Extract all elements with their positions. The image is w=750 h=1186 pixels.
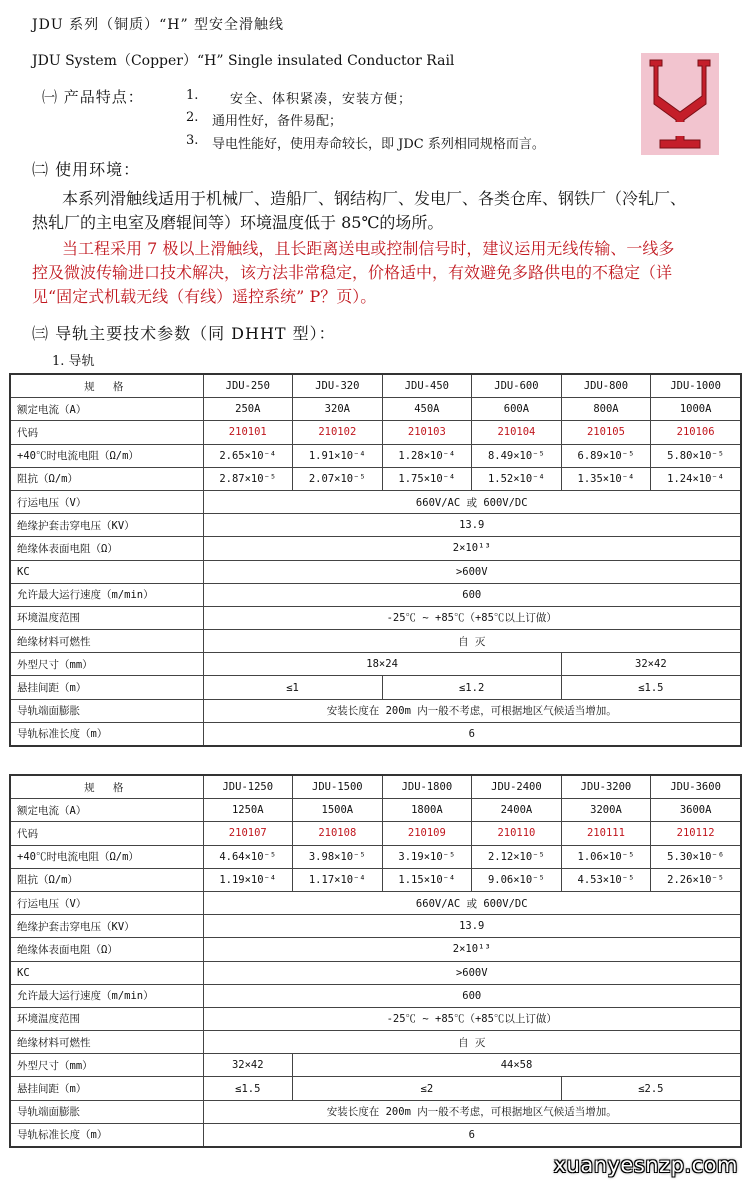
- table-row: [10, 490, 741, 513]
- note-line-1: 当工程采用 7 极以上滑触线，且长距离送电或控制信号时，建议运用无线传输、一线多: [62, 239, 675, 258]
- row-label: 额定电流（A）: [10, 398, 203, 421]
- table-row: [10, 374, 741, 398]
- table-row: [10, 444, 741, 467]
- value-cell: 4.53×10⁻⁵: [561, 868, 651, 891]
- value-cell: 5.80×10⁻⁵: [651, 444, 741, 467]
- row-label: 阻抗（Ω/m）: [10, 868, 203, 891]
- table-row: [10, 984, 741, 1007]
- row-label: 悬挂间距（m）: [10, 676, 203, 699]
- section2-heading: ㈡ 使用环境：: [32, 160, 141, 179]
- row-label: 外型尺寸（mm）: [10, 1054, 203, 1077]
- table-row: [10, 1123, 741, 1147]
- table-row: [10, 1077, 741, 1100]
- model-cell: JDU-450: [382, 374, 472, 398]
- value-cell: ≤1.2: [382, 676, 561, 699]
- row-label: 绝缘护套击穿电压（KV）: [10, 915, 203, 938]
- code-cell: 210104: [472, 421, 562, 444]
- value-cell: 2400A: [472, 799, 562, 822]
- row-label: 代码: [10, 822, 203, 845]
- row-label: 绝缘材料可燃性: [10, 630, 203, 653]
- note-line-2: 控及微波传输进口技术解决，该方法非常稳定，价格适中，有效避免多路供电的不稳定（详: [32, 263, 673, 282]
- table-row: [10, 398, 741, 421]
- value-cell: 600A: [472, 398, 562, 421]
- value-cell: 1.28×10⁻⁴: [382, 444, 472, 467]
- code-cell: 210112: [651, 822, 741, 845]
- table-row: [10, 1100, 741, 1123]
- value-cell: 450A: [382, 398, 472, 421]
- model-cell: JDU-1500: [293, 775, 383, 799]
- table-row: [10, 630, 741, 653]
- value-cell: 320A: [293, 398, 383, 421]
- code-cell: 210107: [203, 822, 293, 845]
- env-para-line-2: 热轧厂的主电室及磨辊间等）环境温度低于 85℃的场所。: [32, 213, 444, 232]
- model-cell: JDU-3200: [561, 775, 651, 799]
- code-cell: 210103: [382, 421, 472, 444]
- table-row: [10, 822, 741, 845]
- table-row: [10, 583, 741, 606]
- value-cell: 13.9: [203, 915, 741, 938]
- table-row: [10, 560, 741, 583]
- table-row: [10, 891, 741, 914]
- model-cell: JDU-1800: [382, 775, 472, 799]
- value-cell: 1000A: [651, 398, 741, 421]
- value-cell: 安装长度在 200m 内一般不考虑，可根据地区气候适当增加。: [203, 699, 741, 722]
- table-row: [10, 775, 741, 799]
- value-cell: 3600A: [651, 799, 741, 822]
- value-cell: 3.19×10⁻⁵: [382, 845, 472, 868]
- value-cell: 44×58: [293, 1054, 741, 1077]
- value-cell: 1.75×10⁻⁴: [382, 467, 472, 490]
- code-cell: 210105: [561, 421, 651, 444]
- value-cell: 1800A: [382, 799, 472, 822]
- spec-table-1: [9, 373, 742, 747]
- value-cell: 1500A: [293, 799, 383, 822]
- feature-num-1: 1.: [186, 88, 199, 103]
- row-label: 绝缘体表面电阻（Ω）: [10, 537, 203, 560]
- value-cell: 8.49×10⁻⁵: [472, 444, 562, 467]
- value-cell: 13.9: [203, 514, 741, 537]
- note-line-3: 见“固定式机载无线（有线）遥控系统” P？页）。: [32, 287, 377, 306]
- value-cell: 2.07×10⁻⁵: [293, 467, 383, 490]
- value-cell: 1.15×10⁻⁴: [382, 868, 472, 891]
- row-label: 额定电流（A）: [10, 799, 203, 822]
- row-label: 绝缘体表面电阻（Ω）: [10, 938, 203, 961]
- row-label: 绝缘护套击穿电压（KV）: [10, 514, 203, 537]
- model-cell: JDU-1000: [651, 374, 741, 398]
- table-row: [10, 514, 741, 537]
- model-cell: JDU-250: [203, 374, 293, 398]
- model-cell: JDU-600: [472, 374, 562, 398]
- value-cell: 4.64×10⁻⁵: [203, 845, 293, 868]
- section3-heading: ㈢ 导轨主要技术参数（同 DHHT 型）：: [32, 324, 336, 343]
- row-label: 导轨端面膨胀: [10, 699, 203, 722]
- value-cell: 600: [203, 984, 741, 1007]
- env-para-line-1: 本系列滑触线适用于机械厂、造船厂、钢结构厂、发电厂、各类仓库、钢铁厂（冷轧厂、: [62, 189, 687, 208]
- section1-heading: ㈠ 产品特点：: [42, 88, 144, 106]
- value-cell: 安装长度在 200m 内一般不考虑，可根据地区气候适当增加。: [203, 1100, 741, 1123]
- code-cell: 210110: [472, 822, 562, 845]
- value-cell: ≤1.5: [561, 676, 741, 699]
- table-row: [10, 1007, 741, 1030]
- row-label: 允许最大运行速度（m/min）: [10, 583, 203, 606]
- row-label: 导轨标准长度（m）: [10, 722, 203, 746]
- value-cell: 2×10¹³: [203, 537, 741, 560]
- code-cell: 210111: [561, 822, 651, 845]
- value-cell: 6: [203, 722, 741, 746]
- table-row: [10, 1031, 741, 1054]
- rail-profile-icon: [640, 52, 720, 156]
- row-label: 环境温度范围: [10, 606, 203, 629]
- table-row: [10, 915, 741, 938]
- value-cell: ≤1.5: [203, 1077, 293, 1100]
- spec-table-2: [9, 774, 742, 1148]
- value-cell: 1.17×10⁻⁴: [293, 868, 383, 891]
- code-cell: 210109: [382, 822, 472, 845]
- row-label: 代码: [10, 421, 203, 444]
- value-cell: 9.06×10⁻⁵: [472, 868, 562, 891]
- table-row: [10, 722, 741, 746]
- value-cell: 5.30×10⁻⁶: [651, 845, 741, 868]
- header-cell: 规 格: [10, 775, 203, 799]
- row-label: 外型尺寸（mm）: [10, 653, 203, 676]
- table-row: [10, 699, 741, 722]
- model-cell: JDU-800: [561, 374, 651, 398]
- feature-text-1: 安全、体积紧凑，安装方便；: [230, 92, 413, 107]
- value-cell: -25℃ ~ +85℃（+85℃以上订做）: [203, 606, 741, 629]
- table-row: [10, 868, 741, 891]
- model-cell: JDU-3600: [651, 775, 741, 799]
- value-cell: 6.89×10⁻⁵: [561, 444, 651, 467]
- table-row: [10, 845, 741, 868]
- value-cell: ≤1: [203, 676, 382, 699]
- value-cell: 1.06×10⁻⁵: [561, 845, 651, 868]
- subsection-rail: 1. 导轨: [52, 354, 95, 369]
- table-row: [10, 799, 741, 822]
- value-cell: 1.24×10⁻⁴: [651, 467, 741, 490]
- title-cn: JDU 系列（铜质）“H” 型安全滑触线: [32, 17, 285, 33]
- table-row: [10, 606, 741, 629]
- row-label: 导轨标准长度（m）: [10, 1123, 203, 1147]
- value-cell: 6: [203, 1123, 741, 1147]
- value-cell: 1.19×10⁻⁴: [203, 868, 293, 891]
- row-label: +40℃时电流电阻（Ω/m）: [10, 845, 203, 868]
- value-cell: 660V/AC 或 600V/DC: [203, 891, 741, 914]
- model-cell: JDU-2400: [472, 775, 562, 799]
- code-cell: 210108: [293, 822, 383, 845]
- value-cell: 250A: [203, 398, 293, 421]
- feature-num-2: 2.: [186, 110, 199, 125]
- value-cell: 32×42: [203, 1054, 293, 1077]
- value-cell: 2×10¹³: [203, 938, 741, 961]
- row-label: 行运电压（V）: [10, 490, 203, 513]
- feature-text-2: 通用性好，备件易配；: [212, 114, 343, 129]
- value-cell: 3.98×10⁻⁵: [293, 845, 383, 868]
- table-row: [10, 961, 741, 984]
- row-label: KC: [10, 560, 203, 583]
- row-label: KC: [10, 961, 203, 984]
- value-cell: 1.91×10⁻⁴: [293, 444, 383, 467]
- value-cell: 18×24: [203, 653, 561, 676]
- table-row: [10, 467, 741, 490]
- row-label: 允许最大运行速度（m/min）: [10, 984, 203, 1007]
- value-cell: 自 灭: [203, 1031, 741, 1054]
- row-label: +40℃时电流电阻（Ω/m）: [10, 444, 203, 467]
- row-label: 阻抗（Ω/m）: [10, 467, 203, 490]
- row-label: 绝缘材料可燃性: [10, 1031, 203, 1054]
- value-cell: 自 灭: [203, 630, 741, 653]
- value-cell: 600: [203, 583, 741, 606]
- code-cell: 210101: [203, 421, 293, 444]
- code-cell: 210102: [293, 421, 383, 444]
- value-cell: 32×42: [561, 653, 741, 676]
- row-label: 行运电压（V）: [10, 891, 203, 914]
- table-row: [10, 537, 741, 560]
- model-cell: JDU-1250: [203, 775, 293, 799]
- value-cell: 2.12×10⁻⁵: [472, 845, 562, 868]
- row-label: 悬挂间距（m）: [10, 1077, 203, 1100]
- value-cell: 660V/AC 或 600V/DC: [203, 490, 741, 513]
- value-cell: ≤2.5: [561, 1077, 741, 1100]
- value-cell: 2.26×10⁻⁵: [651, 868, 741, 891]
- value-cell: 1.35×10⁻⁴: [561, 467, 651, 490]
- value-cell: ≤2: [293, 1077, 562, 1100]
- value-cell: 1250A: [203, 799, 293, 822]
- value-cell: >600V: [203, 961, 741, 984]
- value-cell: 3200A: [561, 799, 651, 822]
- title-en: JDU System（Copper）“H” Single insulated Conductor Rail: [32, 53, 455, 69]
- value-cell: 2.65×10⁻⁴: [203, 444, 293, 467]
- model-cell: JDU-320: [293, 374, 383, 398]
- table-row: [10, 653, 741, 676]
- value-cell: 2.87×10⁻⁵: [203, 467, 293, 490]
- row-label: 环境温度范围: [10, 1007, 203, 1030]
- value-cell: >600V: [203, 560, 741, 583]
- table-row: [10, 1054, 741, 1077]
- table-row: [10, 676, 741, 699]
- table-row: [10, 421, 741, 444]
- feature-text-3: 导电性能好，使用寿命较长，即 JDC 系列相同规格而言。: [212, 137, 545, 152]
- feature-num-3: 3.: [186, 133, 199, 148]
- row-label: 导轨端面膨胀: [10, 1100, 203, 1123]
- value-cell: -25℃ ~ +85℃（+85℃以上订做）: [203, 1007, 741, 1030]
- value-cell: 1.52×10⁻⁴: [472, 467, 562, 490]
- table-row: [10, 938, 741, 961]
- header-cell: 规 格: [10, 374, 203, 398]
- code-cell: 210106: [651, 421, 741, 444]
- value-cell: 800A: [561, 398, 651, 421]
- watermark: xuanyesnzp.com: [553, 1153, 738, 1177]
